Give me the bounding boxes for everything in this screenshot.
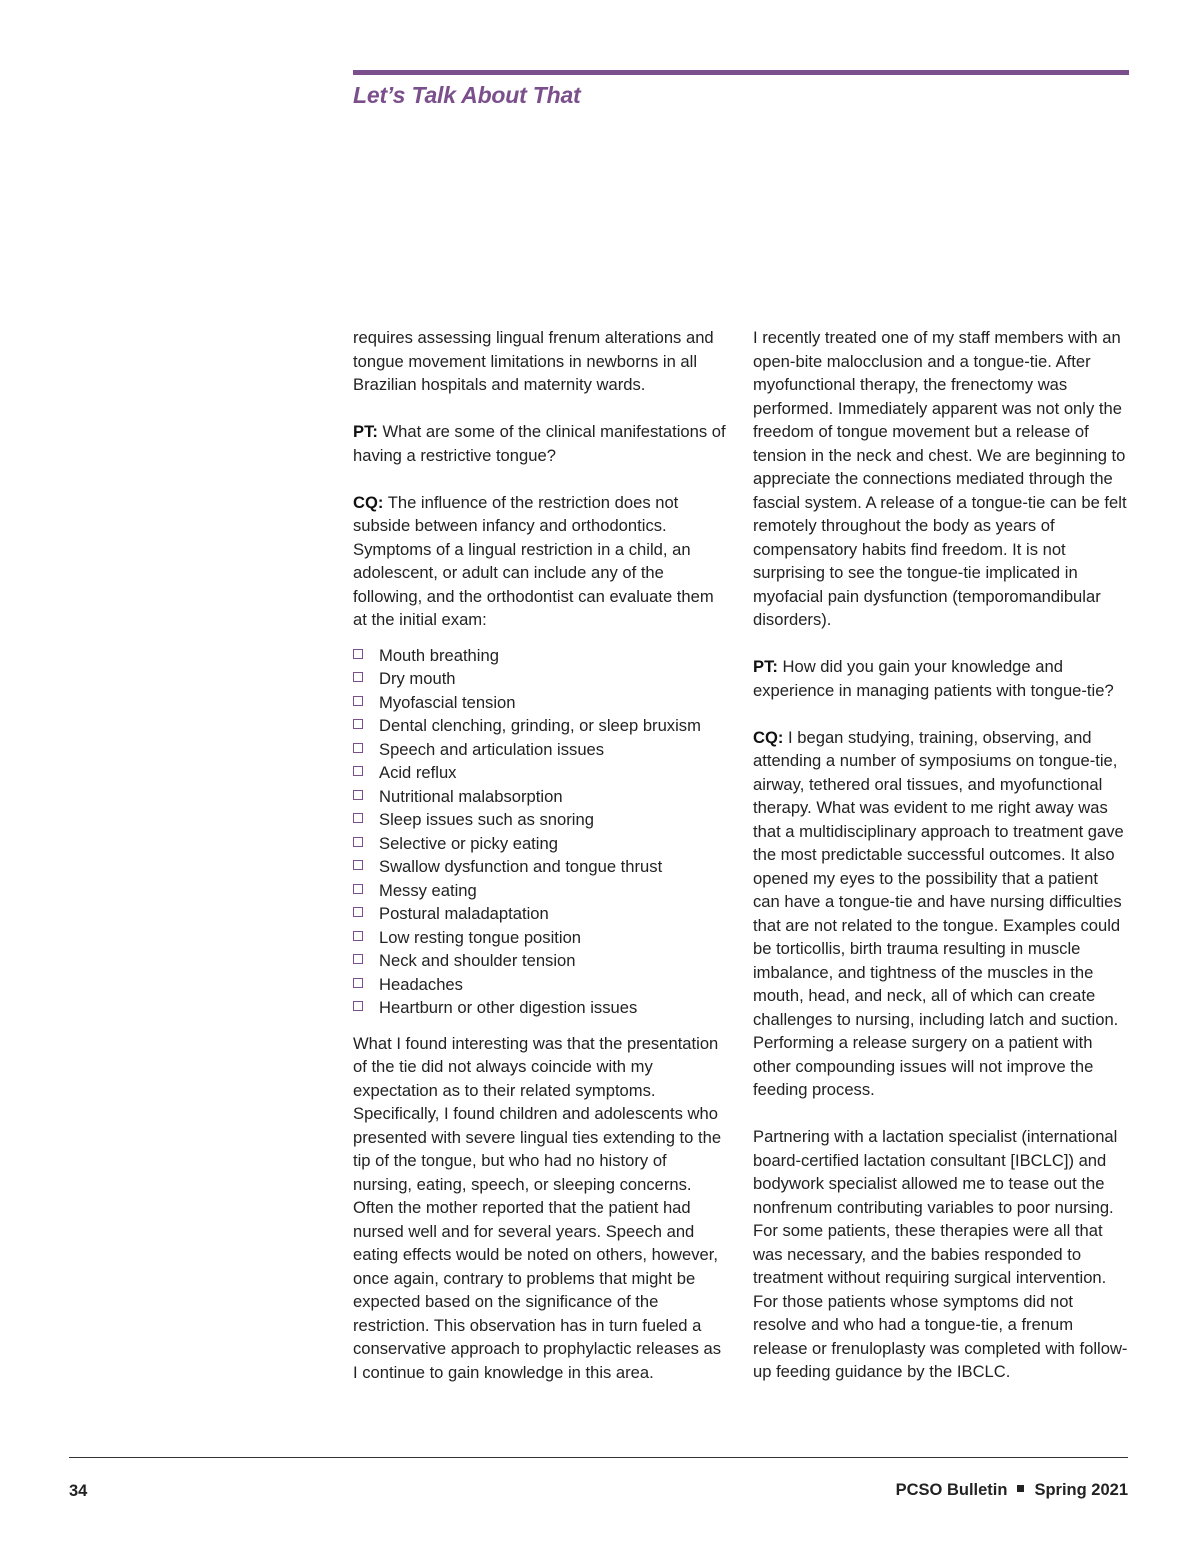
list-item: [353, 761, 729, 785]
square-bullet-icon: [1017, 1485, 1024, 1492]
speaker-label: CQ:: [353, 492, 384, 512]
answer-text: The influence of the restriction does not subside between infancy and orthodontics. Symptoms of a lingual restriction in a child, an adolescent, or adult can include any of the following, and the orthodontist can evaluate them at the initial exam:: [353, 492, 714, 629]
list-item: [353, 691, 729, 715]
checkbox-square-icon: [353, 884, 363, 894]
list-item: [353, 738, 729, 762]
speaker-label: PT:: [353, 422, 378, 441]
list-item: [353, 949, 729, 973]
list-item-label: Mouth breathing: [379, 645, 499, 665]
question: [353, 420, 729, 467]
list-item: [353, 855, 729, 879]
question-text: What are some of the clinical manifestations of having a restrictive tongue?: [353, 422, 726, 465]
speaker-label: PT:: [753, 657, 778, 676]
checkbox-square-icon: [353, 766, 363, 776]
list-item-label: Swallow dysfunction and tongue thrust: [379, 857, 663, 876]
checkbox-square-icon: [353, 696, 363, 706]
list-item: [353, 785, 729, 809]
checkbox-square-icon: [353, 813, 363, 823]
speaker-label: CQ:: [753, 727, 784, 747]
list-item: [353, 879, 729, 903]
list-item: [353, 926, 729, 950]
checkbox-square-icon: [353, 978, 363, 988]
checkbox-square-icon: [353, 954, 363, 964]
checkbox-square-icon: [353, 672, 363, 682]
list-item: [353, 973, 729, 997]
issue-label: Spring 2021: [1034, 1481, 1128, 1499]
checkbox-square-icon: [353, 1001, 363, 1011]
checkbox-square-icon: [353, 719, 363, 729]
paragraph: I recently treated one of my staff members with an open-bite malocclusion and a tongue-tie. After myofunctional therapy, the frenectomy was performed. Immediately apparent was not only the freedom of tongue movement but a release of tension in the neck and chest. We are beginning to appreciate the connections mediated through the fascial system. A release of a tongue-tie can be felt remotely throughout the body as years of compensatory habits find freedom. It is not surprising to see the tongue-tie implicated in myofacial pain dysfunction (temporomandibular disorders).: [753, 328, 1127, 629]
checkbox-square-icon: [353, 649, 363, 659]
list-item-label: Acid reflux: [379, 763, 457, 782]
footer-publication: [896, 1481, 1128, 1500]
list-item-label: Sleep issues such as snoring: [379, 810, 594, 829]
list-item: [353, 832, 729, 856]
list-item-label: Low resting tongue position: [379, 927, 582, 947]
list-item-label: Dental clenching, grinding, or sleep bruxism: [379, 716, 701, 735]
list-item-label: Postural maladaptation: [379, 904, 549, 923]
checkbox-square-icon: [353, 790, 363, 800]
checkbox-square-icon: [353, 743, 363, 753]
list-item-label: Messy eating: [379, 880, 477, 900]
list-item-label: Headaches: [379, 974, 463, 994]
checkbox-square-icon: [353, 860, 363, 870]
list-item: [353, 996, 729, 1020]
footer-rule: [69, 1457, 1128, 1458]
list-item-label: Dry mouth: [379, 669, 456, 688]
question: [753, 655, 1129, 702]
page-number: 34: [69, 1482, 88, 1500]
paragraph: What I found interesting was that the presentation of the tie did not always coincide with my expectation as to their related symptoms. Specifically, I found children and adolescents who presented with severe lingual ties extending to the tip of the tongue, but who had no history of nursing, eating, speech, or sleeping concerns. Often the mother reported that the patient had nursed well and for several years. Speech and eating effects would be noted on others, however, once again, contrary to problems that might be expected based on the significance of the restriction. This observation has in turn fueled a conservative approach to prophylactic releases as I continue to gain knowledge in this area.: [353, 1033, 722, 1382]
list-item: [353, 644, 729, 668]
checkbox-square-icon: [353, 907, 363, 917]
checkbox-square-icon: [353, 931, 363, 941]
answer-text: I began studying, training, observing, and attending a number of symposiums on tongue-tie, airway, tethered oral tissues, and myofunctional therapy. What was evident to me right away was that a multidisciplinary approach to treatment gave the most predictable successful outcomes. It also opened my eyes to the possibility that a patient can have a tongue-tie and have nursing difficulties that are not related to the tongue. Examples could be torticollis, birth trauma resulting in muscle imbalance, and tightness of the muscles in the mouth, head, and neck, all of which can create challenges to nursing, including latch and suction. Performing a release surgery on a patient with other compounding issues will not improve the feeding process.: [753, 727, 1124, 1099]
list-item: [353, 667, 729, 691]
list-item: [353, 808, 729, 832]
checkbox-square-icon: [353, 837, 363, 847]
question-text: How did you gain your knowledge and experience in managing patients with tongue-tie?: [753, 657, 1114, 700]
list-item-label: Neck and shoulder tension: [379, 951, 576, 970]
top-rule: [353, 70, 1129, 75]
list-item-label: Myofascial tension: [379, 692, 516, 712]
publication-name: PCSO Bulletin: [895, 1481, 1008, 1499]
left-column: [353, 326, 729, 1408]
right-column: [753, 326, 1129, 1407]
answer: [353, 491, 729, 632]
list-item-label: Selective or picky eating: [379, 833, 558, 853]
list-item-label: Nutritional malabsorption: [379, 786, 563, 806]
paragraph: requires assessing lingual frenum alterations and tongue movement limitations in newborns in all Brazilian hospitals and maternity wards.: [353, 328, 714, 394]
list-item-label: Speech and articulation issues: [379, 739, 605, 759]
paragraph: Partnering with a lactation specialist (international board-certified lactation consultant [IBCLC]) and bodywork specialist allowed me to tease out the nonfrenum contributing variables to poor nursing. For some patients, these therapies were all that was necessary, and the babies responded to treatment without requiring surgical intervention. For those patients whose symptoms did not resolve and who had a tongue-tie, a frenum release or frenuloplasty was completed with follow-up feeding guidance by the IBCLC.: [753, 1127, 1128, 1381]
list-item: [353, 714, 729, 738]
section-title: Let’s Talk About That: [353, 82, 581, 108]
answer: [753, 726, 1129, 1102]
list-item-label: Heartburn or other digestion issues: [379, 998, 638, 1017]
symptom-list: [353, 644, 729, 1020]
list-item: [353, 902, 729, 926]
